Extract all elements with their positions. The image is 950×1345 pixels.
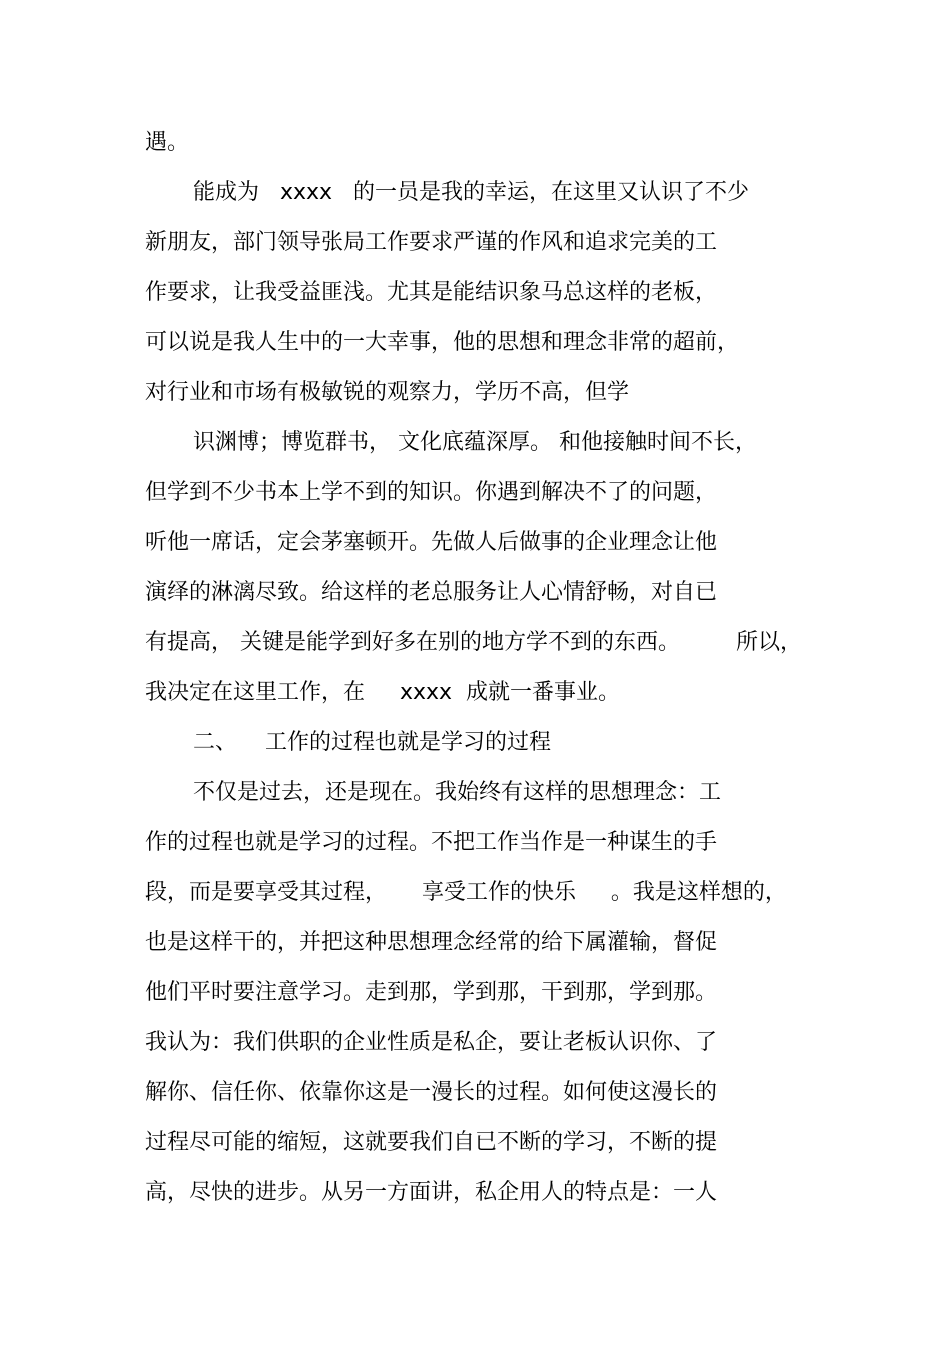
- text-line: 有提高， 关键是能学到好多在别的地方学不到的东西。 所以，: [145, 630, 802, 655]
- text-line: 过程尽可能的缩短，这就要我们自已不断的学习，不断的提: [145, 1130, 718, 1155]
- text-line: 段，而是要享受其过程， 享受工作的快乐 。我是这样想的，: [145, 880, 787, 905]
- text-line: 对行业和市场有极敏锐的观察力，学历不高，但学: [145, 380, 630, 405]
- text-line: 他们平时要注意学习。走到那，学到那，干到那，学到那。: [145, 980, 718, 1005]
- text-line: 解你、信任你、依靠你这是一漫长的过程。如何使这漫长的: [145, 1080, 718, 1105]
- text-line: 遇。: [145, 130, 190, 155]
- text-line: 也是这样干的，并把这种思想理念经常的给下属灌输，督促: [145, 930, 718, 955]
- text-line: 我认为：我们供职的企业性质是私企，要让老板认识你、了: [145, 1030, 718, 1055]
- text-line: 作要求，让我受益匪浅。尤其是能结识象马总这样的老板，: [145, 280, 718, 305]
- text-line: 我决定在这里工作，在 xxxx 成就一番事业。: [145, 680, 621, 705]
- paragraph-start-line: 能成为 xxxx 的一员是我的幸运，在这里又认识了不少: [193, 180, 750, 205]
- text-line: 新朋友，部门领导张局工作要求严谨的作风和追求完美的工: [145, 230, 718, 255]
- section-heading: 二、 工作的过程也就是学习的过程: [193, 730, 551, 755]
- text-line: 听他一席话，定会茅塞顿开。先做人后做事的企业理念让他: [145, 530, 718, 555]
- text-line: 高，尽快的进步。从另一方面讲，私企用人的特点是：一人: [145, 1180, 718, 1205]
- paragraph-start-line: 识渊博；博览群书， 文化底蕴深厚。 和他接触时间不长，: [193, 430, 757, 455]
- text-line: 作的过程也就是学习的过程。不把工作当作是一种谋生的手: [145, 830, 718, 855]
- text-line: 可以说是我人生中的一大幸事，他的思想和理念非常的超前，: [145, 330, 740, 355]
- text-line: 演绎的淋漓尽致。给这样的老总服务让人心情舒畅，对自已: [145, 580, 718, 605]
- text-line: 但学到不少书本上学不到的知识。你遇到解决不了的问题，: [145, 480, 718, 505]
- paragraph-start-line: 不仅是过去，还是现在。我始终有这样的思想理念：工: [193, 780, 722, 805]
